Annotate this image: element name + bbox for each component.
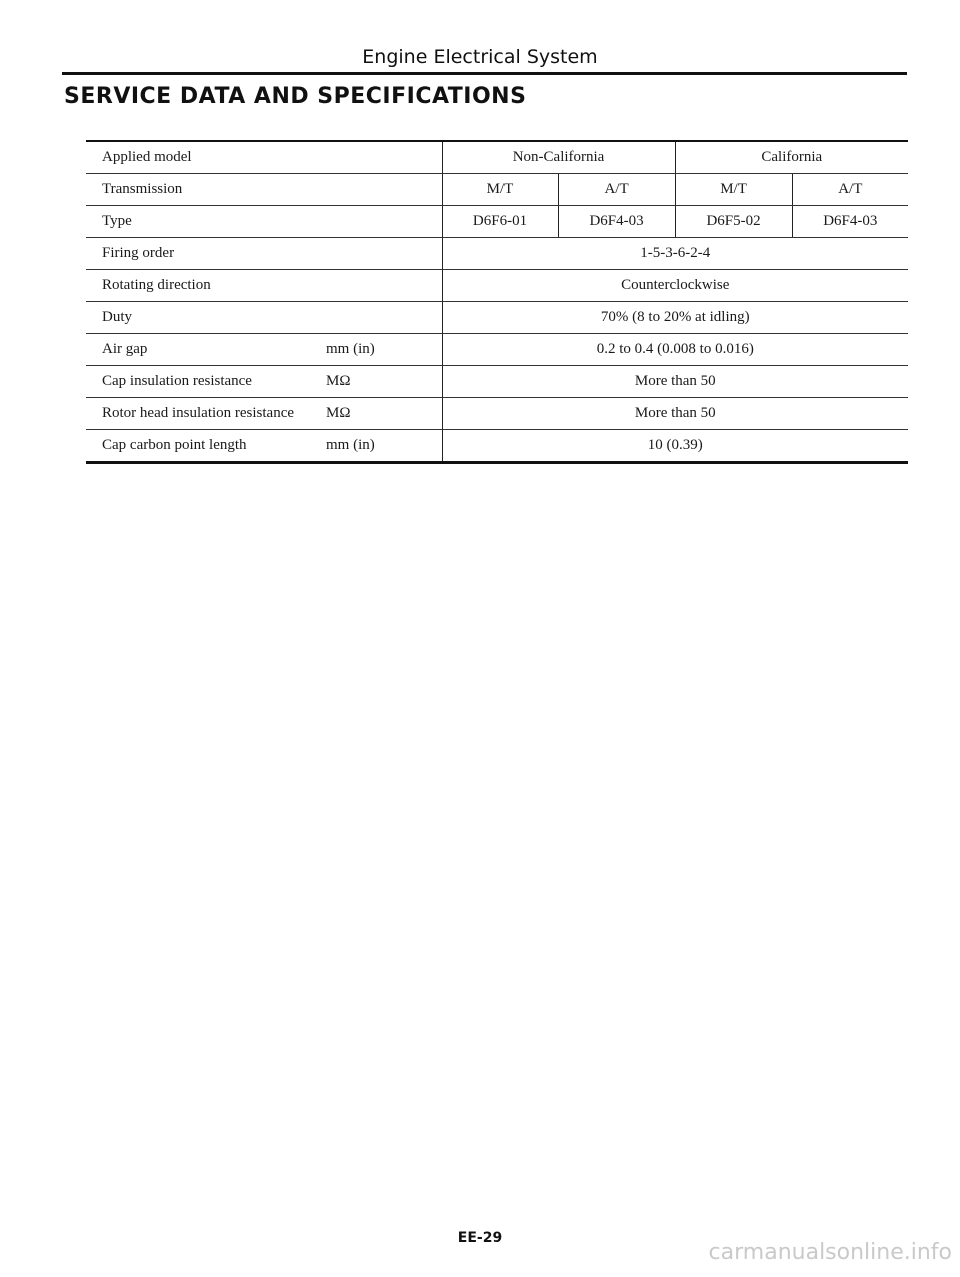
cell-value: D6F4-03 [792,206,908,238]
table-row-transmission [86,174,908,206]
cell-value: D6F5-02 [675,206,792,238]
table-row-type [86,206,908,238]
row-label: Cap carbon point length [102,437,247,453]
table-row [86,398,908,430]
header-non-california: Non-California [442,141,675,174]
row-unit: mm (in) [326,437,375,453]
row-label: Rotor head insulation resistance [86,398,326,430]
cell-value: A/T [558,174,675,206]
table-row-applied-model [86,141,908,174]
row-label: Applied model [86,141,442,174]
spec-table [86,140,908,464]
section-title: SERVICE DATA AND SPECIFICATIONS [64,84,527,109]
row-label: Cap insulation resistance [86,366,326,398]
watermark: carmanualsonline.info [708,1240,952,1265]
cell-value: 0.2 to 0.4 (0.008 to 0.016) [442,334,908,366]
cell-value: D6F6-01 [442,206,558,238]
cell-value: 10 (0.39) [442,430,908,463]
row-label: Duty [86,302,326,334]
row-unit: mm (in) [326,334,442,366]
page-number: EE-29 [457,1230,503,1246]
header-california: California [675,141,908,174]
row-label: Transmission [86,174,442,206]
row-label: Type [86,206,442,238]
row-label: Rotating direction [86,270,326,302]
cell-value: More than 50 [442,398,908,430]
cell-value: D6F4-03 [558,206,675,238]
cell-value: M/T [675,174,792,206]
row-label: Air gap [86,334,326,366]
table-row [86,334,908,366]
table-row [86,270,908,302]
row-label: Firing order [86,238,326,270]
row-unit: MΩ [326,398,442,430]
cell-value: M/T [442,174,558,206]
cell-value: More than 50 [442,366,908,398]
table-row [86,238,908,270]
row-unit [326,238,442,270]
table-row [86,430,908,463]
cell-value: Counterclockwise [442,270,908,302]
cell-value: A/T [792,174,908,206]
header-rule [62,72,907,75]
table-row [86,366,908,398]
row-unit: MΩ [326,366,442,398]
row-unit [326,270,442,302]
page-header-title: Engine Electrical System [362,46,598,68]
row-unit [326,302,442,334]
cell-value: 1-5-3-6-2-4 [442,238,908,270]
cell-value: 70% (8 to 20% at idling) [442,302,908,334]
table-row [86,302,908,334]
